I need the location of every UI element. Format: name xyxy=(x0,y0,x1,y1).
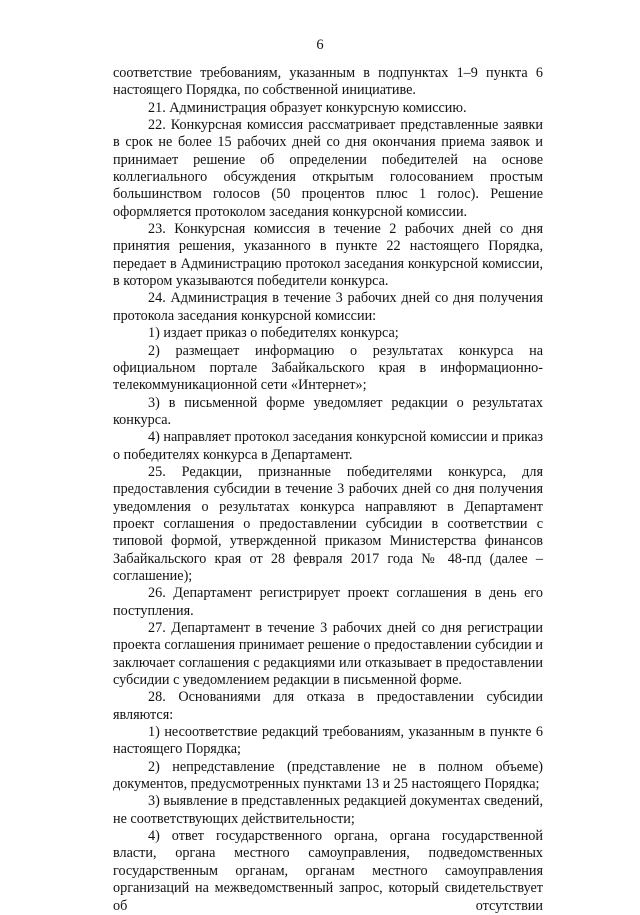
paragraph-27: 27. Департамент в течение 3 рабочих дней со дня регистрации проекта соглашения принимает решение о предоставлении субсидии и заключает соглашения с редакциями или отказывает в предоставлении субсидии с уведомлением редакции в письменной форме. xyxy=(113,620,543,689)
paragraph-28-item-3: 3) выявление в представленных редакцией документах сведений, не соответствующих действительности; xyxy=(113,793,543,827)
paragraph-24: 24. Администрация в течение 3 рабочих дней со дня получения протокола заседания конкурсной комиссии: xyxy=(113,290,543,324)
paragraph-24-item-1: 1) издает приказ о победителях конкурса; xyxy=(148,325,399,342)
paragraph-24-item-3: 3) в письменной форме уведомляет редакции о результатах конкурса. xyxy=(113,394,543,428)
paragraph-23: 23. Конкурсная комиссия в течение 2 рабочих дней со дня принятия решения, указанного в пункте 22 настоящего Порядка, передает в Администрацию протокол заседания конкурсной комиссии, в котором указываются победители конкурса. xyxy=(113,221,543,290)
paragraph-continuation: соответствие требованиям, указанным в подпунктах 1–9 пункта 6 настоящего Порядка, по собственной инициативе. xyxy=(113,65,543,99)
paragraph-28-item-2: 2) непредставление (представление не в полном объеме) документов, предусмотренных пунктами 13 и 25 настоящего Порядка; xyxy=(113,758,543,793)
document-body xyxy=(113,65,543,915)
paragraph-21: 21. Администрация образует конкурсную комиссию. xyxy=(148,99,467,116)
paragraph-24-item-4: 4) направляет протокол заседания конкурсной комиссии и приказ о победителях конкурса в Департамент. xyxy=(113,429,543,463)
paragraph-28: 28. Основаниями для отказа в предоставлении субсидии являются: xyxy=(113,689,543,723)
paragraph-24-item-2: 2) размещает информацию о результатах конкурса на официальном портале Забайкальского края в информационно-телекоммуникационной сети «Интернет»; xyxy=(113,342,543,394)
paragraph-26: 26. Департамент регистрирует проект соглашения в день его поступления. xyxy=(113,585,543,619)
paragraph-22: 22. Конкурсная комиссия рассматривает представленные заявки в срок не более 15 рабочих дней со дня окончания приема заявок и принимает решение об определении победителей на основе коллегиального обсуждения открытым голосованием простым большинством голосов (50 процентов плюс 1 голос). Решение оформляется протоколом заседания конкурсной комиссии. xyxy=(113,117,543,220)
page-number: 6 xyxy=(316,37,324,53)
paragraph-28-item-1: 1) несоответствие редакций требованиям, указанным в пункте 6 настоящего Порядка; xyxy=(113,724,543,758)
paragraph-25: 25. Редакции, признанные победителями конкурса, для предоставления субсидии в течение 3 рабочих дней со дня получения уведомления о результатах конкурса направляют в Департамент проект соглашения о предоставлении субсидии в соответствии с типовой формой, утвержденной приказом Министерства финансов Забайкальского края от 28 февраля 2017 года № 48-пд (далее – соглашение); xyxy=(113,463,543,584)
paragraph-28-item-4: 4) ответ государственного органа, органа государственной власти, органа местного самоуправления, подведомственных государственным органам, органам местного самоуправления организаций на межведомственный запрос, который свидетельствует об отсутствии xyxy=(113,828,543,914)
